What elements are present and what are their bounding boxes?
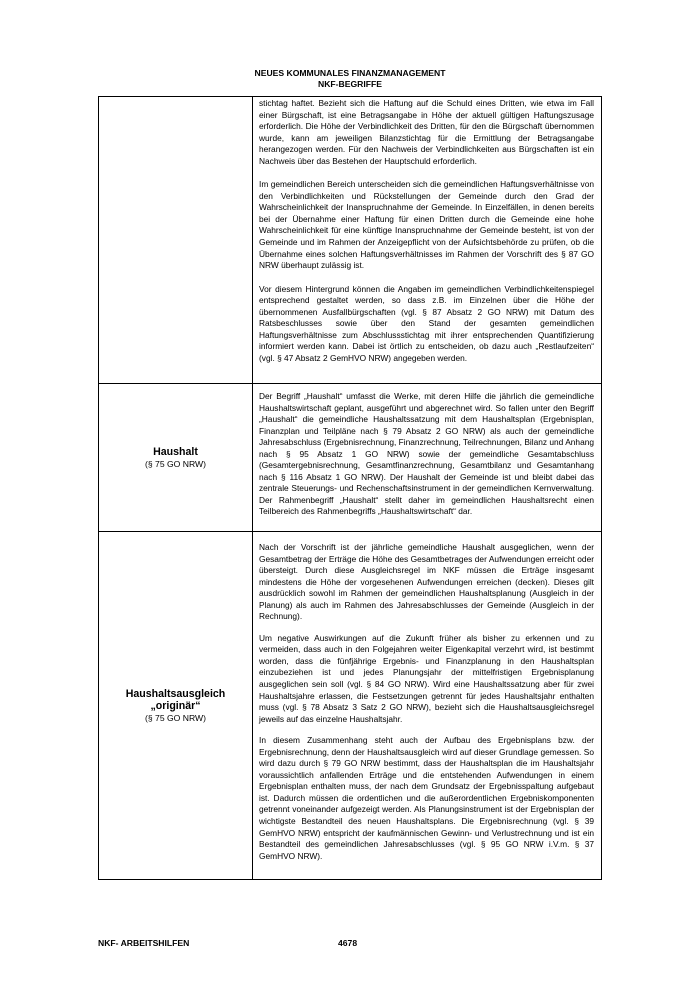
description-paragraph: Um negative Auswirkungen auf die Zukunft früher als bisher zu erkennen und zu vermeiden, dass auch in den Folgejahren weiter Eigenkapital verzehrt wird, ist bestimmt worden, dass die fünfjährige Ergebnis- und Finanzplanung in den Haushaltsplan einzubeziehen ist und jedes Planungsjahr der mittelfristigen Ergebnisplanung ausgeglichen sein soll (vgl. § 84 GO NRW). Wird eine Haushaltssatzung aber für zwei Haushaltsjahre erlassen, die Festsetzungen getrennt für jedes Haushaltsjahr enthalten muss (vgl. § 78 Absatz 3 Satz 2 GO NRW), bezieht sich die Haushaltsausgleichsregel jeweils auf das einzelne Haushaltsjahr. xyxy=(259,632,594,724)
term-cell xyxy=(99,97,253,383)
document-header xyxy=(0,68,700,90)
description-paragraph: Der Begriff „Haushalt“ umfasst die Werke, mit deren Hilfe die jährlich die gemeindliche Haushaltswirtschaft geplant, ausgeführt und abgerechnet wird. So fallen unter den Begriff „Haushalt“ die gemeindliche Haushaltssatzung mit dem Haushaltsplan (Ergebnisplan, Finanzplan und Teilpläne nach § 79 Absatz 2 GO NRW) als auch der gemeindliche Jahresabschluss (Ergebnisrechnung, Finanzrechnung, Teilrechnungen, Bilanz und Anhang nach § 95 Absatz 1 GO NRW) sowie der gemeindliche Gesamtabschluss (Gesamtergebnisrechnung, Gesamtfinanzrechnung, Gesamtbilanz und Gesamtanhang nach § 116 Absatz 1 GO NRW). Der Haushalt der Gemeinde ist und bleibt dabei das zentrale Steuerungs- und Rechenschaftsinstrument in der gemeindlichen Kernverwaltung. Der Rahmenbegriff „Haushalt“ stellt daher im gemeindlichen Haushaltsrecht einen Teilbereich des Rahmenbegriffs „Haushaltswirtschaft“ dar. xyxy=(259,391,594,517)
description-paragraph: In diesem Zusammenhang steht auch der Aufbau des Ergebnisplans bzw. der Ergebnisrechnung, denn der Haushaltsausgleich wird auf dieser Grundlage gemessen. So wird dazu durch § 79 GO NRW bestimmt, dass der Haushaltsplan die im Haushaltsjahr voraussichtlich anfallenden Erträge und die entstehenden Aufwendungen in einem Ergebnisplan enthalten muss, der nach dem Grundsatz der Ergebnisspaltung aufgebaut ist. Dadurch müssen die ordentlichen und die außerordentlichen Ergebniskomponenten getrennt voneinander aufgezeigt werden. Als Planungsinstrument ist der Ergebnisplan der wichtigste Bestandteil des neuen Haushaltsplans. Die Ergebnisrechnung (vgl. § 39 GemHVO NRW) entspricht der kaufmännischen Gewinn- und Verlustrechnung und ist ein Bestandteil des gemeindlichen Jahresabschlusses (vgl. § 95 GO NRW i.V.m. § 37 GemHVO NRW). xyxy=(259,735,594,861)
footer-label: NKF- ARBEITSHILFEN xyxy=(98,938,190,948)
term-name: Haushaltsausgleich „originär“ xyxy=(125,687,226,712)
header-title: NEUES KOMMUNALES FINANZMANAGEMENT xyxy=(254,68,446,78)
glossary-row-haushaltsausgleich xyxy=(99,531,601,879)
term-cell xyxy=(99,532,253,879)
glossary-row-haushalt xyxy=(99,383,601,531)
description-cell xyxy=(259,97,594,383)
description-paragraph: Vor diesem Hintergrund können die Angaben im gemeindlichen Verbindlichkeitenspiegel entsprechend gestaltet werden, so dass z.B. im Einzelnen über die Höhe der übernommenen Ausfallbürgschaften (vgl. § 87 Absatz 2 GO NRW) mit Datum des Ratsbeschlusses sowie über den Stand der gesamten gemeindlichen Haftungsverhältnisse zum Abschlussstichtag mit ihrer entsprechenden Quantifizierung informiert werden kann. Dabei ist örtlich zu entscheiden, ob dazu auch „Restlaufzeiten“ (vgl. § 47 Absatz 2 GemHVO NRW) angegeben werden. xyxy=(259,283,594,363)
glossary-row-continuation xyxy=(99,97,601,383)
description-paragraph: Nach der Vorschrift ist der jährliche gemeindliche Haushalt ausgeglichen, wenn der Gesamtbetrag der Erträge die Höhe des Gesamtbetrages der Aufwendungen erreicht oder übersteigt. Durch diese Ausgleichsregel im NKF müssen die Erträge insgesamt mindestens die Höhe der vorgesehenen Aufwendungen erreichen (decken). Dieses gilt ausdrücklich sowohl im Rahmen der gemeindlichen Haushaltsplanung (Ausgleich in der Planung) als auch im Rahmen des Jahresabschlusses der Gemeinde (Ausgleich in der Rechnung). xyxy=(259,542,594,622)
term-cell xyxy=(99,384,253,531)
description-cell xyxy=(259,532,594,879)
header-subtitle: NKF-BEGRIFFE xyxy=(318,79,382,89)
page-number: 4678 xyxy=(338,938,358,948)
glossary-table xyxy=(98,96,602,880)
term-name: Haushalt xyxy=(153,445,198,458)
term-reference: (§ 75 GO NRW) xyxy=(145,712,206,723)
description-cell xyxy=(259,384,594,531)
term-reference: (§ 75 GO NRW) xyxy=(145,458,206,469)
description-paragraph: Im gemeindlichen Bereich unterscheiden sich die gemeindlichen Haftungsverhältnisse von den Verbindlichkeiten und Rückstellungen der Gemeinde durch den Grad der Wahrscheinlichkeit der Inanspruchnahme der Gemeinde. In Einzelfällen, in denen bereits bei der Übernahme einer Haftung für einen Dritten durch die Gemeinde eine hohe Wahrscheinlichkeit für eine künftige Inanspruchnahme der Gemeinde besteht, ist von der Gemeinde und im Rahmen der Anzeigepflicht von der Aufsichtsbehörde zu prüfen, ob die Übernahme eines solchen Haftungsverhältnisses im Rahmen der Vorschrift des § 87 GO NRW überhaupt zulässig ist. xyxy=(259,179,594,271)
description-paragraph: stichtag haftet. Bezieht sich die Haftung auf die Schuld eines Dritten, wie etwa im Fall einer Bürgschaft, ist eine Betragsangabe in Höhe der aktuell gültigen Haftungszusage erforderlich. Die Höhe der Verbindlichkeit des Dritten, für den die Bürgschaft übernommen wurde, kann am jeweiligen Bilanzstichtag für die Ermittlung der Betragsangabe herangezogen werden. Für den Nachweis der Verbindlichkeiten aus Bürgschaften ist ein Nachweis über das Bestehen der Hauptschuld erforderlich. xyxy=(259,98,594,166)
